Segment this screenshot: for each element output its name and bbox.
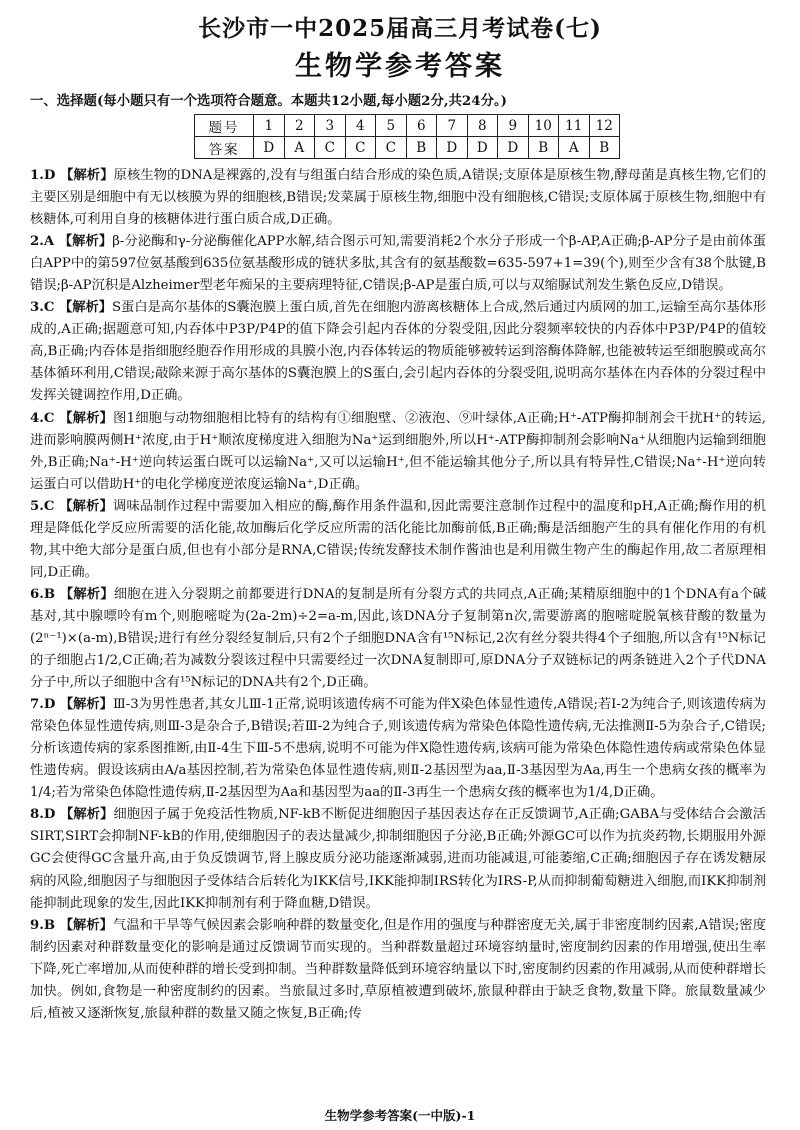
question-number: 8 xyxy=(467,115,498,137)
explanation-7 xyxy=(30,694,766,804)
answer-cell: A xyxy=(284,137,315,159)
answer-cell: C xyxy=(376,137,407,159)
answer-cell: C xyxy=(315,137,346,159)
exam-title: 长沙市一中2025届高三月考试卷(七) xyxy=(198,15,602,42)
explanation-5 xyxy=(30,496,766,584)
explanation-text: S蛋白是高尔基体的S囊泡膜上蛋白质,首先在细胞内游离核糖体上合成,然后通过内质网的加工,运输至高尔基体形成的,A正确;据题意可知,内吞体中P3P/P4P的值下降会引起内吞体的分裂受阻,因此分裂频率较快的内吞体中P3P/P4P的值较高,B正确;内吞体是指细胞经胞吞作用形成的具膜小泡,内吞体转运的物质能够被转运到溶酶体降解,也能被转运至细胞膜或高尔基体循环利用,C错误;敲除来源于高尔基体的S囊泡膜上的S蛋白,会引起内吞体的分裂受阻,说明高尔基体在内吞体的分裂过程中发挥关键调控作用,D正确。 xyxy=(30,300,767,404)
page-subtitle: 生物学参考答案 xyxy=(295,51,505,82)
explanation-text: 图1细胞与动物细胞相比特有的结构有①细胞壁、②液泡、⑨叶绿体,A正确;H⁺-ATP酶抑制剂会干扰H⁺的转运,进而影响膜两侧H⁺浓度,由于H⁺顺浓度梯度进入细胞为Na⁺运到细胞外,所以H⁺-ATP酶抑制剂会影响Na⁺从细胞内运输到细胞外,B正确;Na⁺-H⁺逆向转运蛋白既可以运输Na⁺,又可以运输H⁺,但不能运输其他分子,所以具有特异性,C错误;Na⁺-H⁺逆向转运蛋白可以借助H⁺的电化学梯度逆浓度运输Na⁺,D正确。 xyxy=(30,410,767,492)
answer-row xyxy=(195,137,620,159)
section-heading: 一、选择题(每小题只有一个选项符合题意。本题共12小题,每小题2分,共24分。) xyxy=(30,93,507,109)
question-number: 4 xyxy=(345,115,376,137)
answer-tag: 3.C 【解析】 xyxy=(30,300,113,316)
question-number: 10 xyxy=(528,115,559,137)
question-number: 11 xyxy=(559,115,590,137)
answer-tag: 4.C 【解析】 xyxy=(30,410,114,426)
answer-cell: D xyxy=(498,137,529,159)
answer-cell: B xyxy=(406,137,437,159)
row-label-answer: 答案 xyxy=(195,137,254,159)
answer-tag: 6.B 【解析】 xyxy=(30,586,114,602)
explanation-3 xyxy=(30,297,766,407)
explanations xyxy=(30,165,770,1025)
question-number: 12 xyxy=(589,115,620,137)
explanation-8 xyxy=(30,804,766,914)
explanation-text: 细胞在进入分裂期之前都要进行DNA的复制是所有分裂方式的共同点,A正确;某精原细胞中的1个DNA有a个碱基对,其中腺嘌呤有m个,则胞嘧啶为(2a-2m)÷2=a-m,因此,该DNA分子复制第n次,需要游离的胞嘧啶脱氧核苷酸的数量为(2ⁿ⁻¹)×(a-m),B错误;进行有丝分裂经复制后,只有2个子细胞DNA含有¹⁵N标记,2次有丝分裂共得4个子细胞,所以含有¹⁵N标记的子细胞占1/2,C正确;若为减数分裂该过程中只需要经过一次DNA复制即可,原DNA分子双链标记的两条链进入2个子代DNA分子中,所以子细胞中含有¹⁵N标记的DNA共有2个,D正确。 xyxy=(30,586,766,691)
answer-cell: A xyxy=(559,137,590,159)
explanation-6 xyxy=(30,584,766,694)
answer-cell: B xyxy=(589,137,620,159)
explanation-text: 细胞因子属于免疫活性物质,NF-kB不断促进细胞因子基因表达存在正反馈调节,A正确;GABA与受体结合会激活SIRT,SIRT会抑制NF-kB的作用,使细胞因子的表达量减少,抑制细胞因子分泌,B正确;外源GC可以作为抗炎药物,长期服用外源GC会使得GC含量升高,由于负反馈调节,肾上腺皮质分泌功能逐渐减弱,进而功能减退,可能萎缩,C正确;细胞因子存在诱发糖尿病的风险,细胞因子与细胞因子受体结合后转化为IKK信号,IKK能抑制IRS转化为IRS-P,从而抑制葡萄糖进入细胞,而IKK抑制剂能抑制此现象的发生,因此IKK抑制剂有利于降血糖,D错误。 xyxy=(30,807,767,911)
question-number: 1 xyxy=(254,115,285,137)
answer-cell: D xyxy=(467,137,498,159)
answer-tag: 9.B 【解析】 xyxy=(30,917,113,933)
explanation-4 xyxy=(30,408,766,496)
answer-cell: C xyxy=(345,137,376,159)
question-number: 7 xyxy=(437,115,468,137)
answer-cell: D xyxy=(437,137,468,159)
answer-cell: B xyxy=(528,137,559,159)
explanation-text: Ⅲ-3为男性患者,其女儿Ⅲ-1正常,说明该遗传病不可能为伴X染色体显性遗传,A错误;若Ⅰ-2为纯合子,则该遗传病为常染色体显性遗传病,则Ⅲ-3是杂合子,B错误;若Ⅲ-2为纯合子,则该遗传病为常染色体隐性遗传病,无法推测Ⅱ-5为杂合子,C错误;分析该遗传病的家系图推断,由Ⅱ-4生下Ⅲ-5不患病,说明不可能为伴X隐性遗传病,该病可能为常染色体隐性遗传病或常染色体显性遗传病。假设该病由A/a基因控制,若为常染色体显性遗传病,则Ⅱ-2基因型为aa,Ⅱ-3基因型为Aa,再生一个患病女孩的概率为1/4;若为常染色体隐性遗传病,Ⅱ-2基因型为Aa和基因型为aa的Ⅱ-3再生一个患病女孩的概率也为1/4,D正确。 xyxy=(30,697,767,801)
explanation-2 xyxy=(30,231,766,297)
explanation-9 xyxy=(30,915,766,1025)
explanation-text: 原核生物的DNA是裸露的,没有与组蛋白结合形成的染色质,A错误;支原体是原核生物,酵母菌是真核生物,它们的主要区别是细胞中有无以核膜为界的细胞核,B错误;发菜属于原核生物,细胞中没有细胞核,C错误;支原体属于原核生物,细胞中有核糖体,可利用自身的核糖体进行蛋白质合成,D正确。 xyxy=(30,168,767,228)
answer-table xyxy=(194,114,620,159)
explanation-text: 气温和干旱等气候因素会影响种群的数量变化,但是作用的强度与种群密度无关,属于非密度制约因素,A错误;密度制约因素对种群数量变化的影响是通过反馈调节而实现的。当种群数量超过环境容纳量时,密度制约因素的作用增强,使出生率下降,死亡率增加,从而使种群的增长受到抑制。当种群数量降低到环境容纳量以下时,密度制约因素的作用减弱,从而使种群增长加快。例如,食物是一种密度制约的因素。当旅鼠过多时,草原植被遭到破坏,旅鼠种群由于缺乏食物,数量下降。旅鼠数量减少后,植被又逐渐恢复,旅鼠种群的数量又随之恢复,B正确;传 xyxy=(30,917,766,1021)
explanation-1 xyxy=(30,165,766,231)
page-footer: 生物学参考答案(一中版)-1 xyxy=(324,1108,476,1123)
question-number: 6 xyxy=(406,115,437,137)
row-label-number: 题号 xyxy=(195,115,254,137)
question-number: 3 xyxy=(315,115,346,137)
question-number: 5 xyxy=(376,115,407,137)
answer-tag: 2.A 【解析】 xyxy=(30,234,113,250)
answer-tag: 5.C 【解析】 xyxy=(30,498,114,514)
answer-tag: 1.D 【解析】 xyxy=(30,168,114,183)
number-row xyxy=(195,115,620,137)
question-number: 9 xyxy=(498,115,529,137)
answer-tag: 8.D 【解析】 xyxy=(30,807,114,823)
answer-cell: D xyxy=(254,137,285,159)
explanation-text: 调味品制作过程中需要加入相应的酶,酶作用条件温和,因此需要注意制作过程中的温度和pH,A正确;酶作用的机理是降低化学反应所需要的活化能,故加酶后化学反应所需的活化能比加酶前低,B正确;酶是活细胞产生的具有催化作用的有机物,其中绝大部分是蛋白质,但也有小部分是RNA,C错误;传统发酵技术制作酱油也是利用微生物产生的酶起作用,故二者原理相同,D正确。 xyxy=(30,498,766,580)
question-number: 2 xyxy=(284,115,315,137)
answer-tag: 7.D 【解析】 xyxy=(30,697,113,713)
explanation-text: β-分泌酶和γ-分泌酶催化APP水解,结合图示可知,需要消耗2个水分子形成一个β-AP,A正确;β-AP分子是由前体蛋白APP中的第597位氨基酸到635位氨基酸形成的链状多肽,其含有的氨基酸数=635-597+1=39(个),则至少含有38个肽键,B错误;β-AP沉积是Alzheimer型老年痴呆的主要病理特征,C错误;β-AP是蛋白质,可以与双缩脲试剂发生紫色反应,D错误。 xyxy=(30,234,766,294)
